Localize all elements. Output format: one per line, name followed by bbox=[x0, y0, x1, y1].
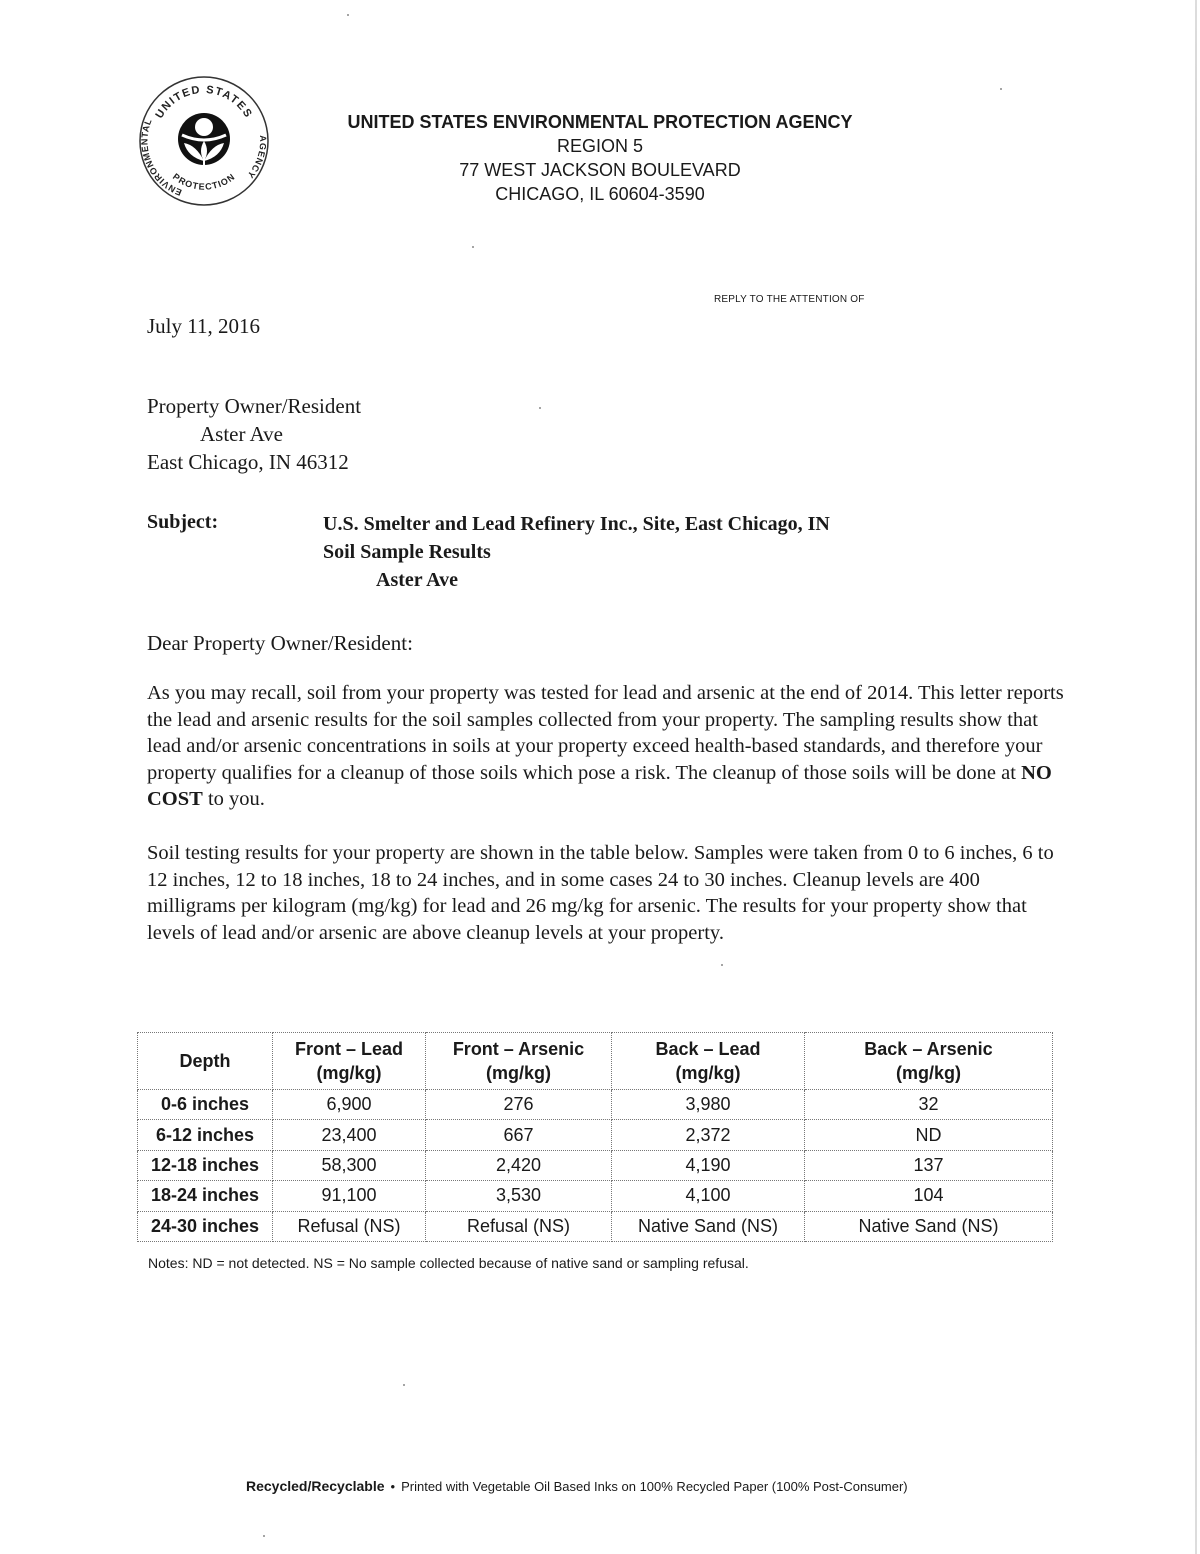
table-row bbox=[138, 1150, 1053, 1180]
street-address: 77 WEST JACKSON BOULEVARD bbox=[459, 160, 741, 180]
recipient-city: East Chicago, IN 46312 bbox=[147, 450, 349, 474]
table-row bbox=[138, 1090, 1053, 1120]
epa-seal-icon bbox=[138, 75, 270, 207]
agency-name: UNITED STATES ENVIRONMENTAL PROTECTION AGENCY bbox=[347, 112, 853, 132]
table-row bbox=[138, 1211, 1053, 1241]
value-cell: 2,372 bbox=[612, 1120, 805, 1150]
scan-speck bbox=[347, 14, 349, 16]
letter-date: July 11, 2016 bbox=[147, 314, 260, 338]
seal-bottom-text: PROTECTION bbox=[170, 171, 238, 192]
city-address: CHICAGO, IL 60604-3590 bbox=[495, 184, 705, 204]
table-row bbox=[138, 1181, 1053, 1211]
header-back-lead: Back – Lead (mg/kg) bbox=[612, 1033, 805, 1090]
value-cell: 104 bbox=[805, 1181, 1053, 1211]
depth-cell: 12-18 inches bbox=[138, 1150, 273, 1180]
page-footer bbox=[246, 1478, 908, 1494]
depth-cell: 18-24 inches bbox=[138, 1181, 273, 1211]
recipient-address bbox=[147, 392, 361, 476]
footer-printing-note: Printed with Vegetable Oil Based Inks on 100% Recycled Paper (100% Post-Consumer) bbox=[401, 1479, 908, 1494]
paragraph1-end: to you. bbox=[202, 788, 265, 810]
seal-right-text: AGENCY bbox=[245, 135, 269, 181]
value-cell: ND bbox=[805, 1120, 1053, 1150]
footer-bullet-icon: • bbox=[390, 1479, 396, 1494]
recipient-name: Property Owner/Resident bbox=[147, 394, 362, 418]
value-cell: Refusal (NS) bbox=[273, 1211, 426, 1241]
value-cell: 137 bbox=[805, 1150, 1053, 1180]
value-cell: 276 bbox=[426, 1090, 612, 1120]
value-cell: 4,190 bbox=[612, 1150, 805, 1180]
value-cell: 4,100 bbox=[612, 1181, 805, 1211]
subject-label: Subject: bbox=[147, 511, 219, 533]
value-cell: 23,400 bbox=[273, 1120, 426, 1150]
soil-results-table bbox=[137, 1032, 1053, 1242]
paragraph-testing-details: Soil testing results for your property are shown in the table below. Samples were taken from 0 to 6 inches, 6 to 12 inches, 12 to 18 inches, 18 to 24 inches, and in some cases 24 to 30 inches. Cleanup levels are 400 milligrams per kilogram (mg/kg) for lead and 26 mg/kg for arsenic. The results for your property show that levels of lead and/or arsenic are above cleanup levels at your property. bbox=[147, 842, 1054, 944]
scan-speck bbox=[472, 246, 474, 248]
reply-to-label: REPLY TO THE ATTENTION OF bbox=[714, 294, 865, 305]
scan-speck bbox=[539, 407, 541, 409]
depth-cell: 0-6 inches bbox=[138, 1090, 273, 1120]
value-cell: 6,900 bbox=[273, 1090, 426, 1120]
svg-text:ENVIRONMENTAL bbox=[139, 117, 183, 198]
header-front-lead: Front – Lead (mg/kg) bbox=[273, 1033, 426, 1090]
table-notes: Notes: ND = not detected. NS = No sample collected because of native sand or sampling refusal. bbox=[148, 1255, 749, 1271]
seal-left-text: ENVIRONMENTAL bbox=[139, 117, 184, 198]
letterhead bbox=[300, 110, 900, 206]
value-cell: Native Sand (NS) bbox=[612, 1211, 805, 1241]
table-header-row bbox=[138, 1033, 1053, 1090]
paragraph-results-intro bbox=[147, 680, 1067, 813]
region: REGION 5 bbox=[556, 136, 644, 156]
scan-speck bbox=[403, 1384, 405, 1386]
value-cell: Native Sand (NS) bbox=[805, 1211, 1053, 1241]
depth-cell: 6-12 inches bbox=[138, 1120, 273, 1150]
no-cost-emphasis: NO COST bbox=[147, 761, 1052, 810]
scan-edge-shadow bbox=[1195, 0, 1197, 1554]
value-cell: 667 bbox=[426, 1120, 612, 1150]
recipient-street: Aster Ave bbox=[200, 422, 284, 446]
table-row bbox=[138, 1120, 1053, 1150]
value-cell: Refusal (NS) bbox=[426, 1211, 612, 1241]
paragraph1-text: As you may recall, soil from your property was tested for lead and arsenic at the end of 2014. This letter reports the lead and arsenic results for the soil samples collected from your property. The sampling results show that lead and/or arsenic concentrations in soils at your property exceed health-based standards, and therefore your property qualifies for a cleanup of those soils which pose a risk. The cleanup of those soils will be done at bbox=[147, 682, 1064, 784]
value-cell: 58,300 bbox=[273, 1150, 426, 1180]
value-cell: 32 bbox=[805, 1090, 1053, 1120]
depth-cell: 24-30 inches bbox=[138, 1211, 273, 1241]
value-cell: 3,530 bbox=[426, 1181, 612, 1211]
subject-street: Aster Ave bbox=[376, 569, 459, 591]
seal-top-text: UNITED STATES bbox=[153, 83, 255, 121]
subject-site: U.S. Smelter and Lead Refinery Inc., Site, East Chicago, IN bbox=[323, 513, 830, 535]
value-cell: 91,100 bbox=[273, 1181, 426, 1211]
value-cell: 3,980 bbox=[612, 1090, 805, 1120]
scan-speck bbox=[1000, 88, 1002, 90]
salutation: Dear Property Owner/Resident: bbox=[147, 631, 413, 655]
scan-speck bbox=[721, 964, 723, 966]
scan-speck bbox=[263, 1535, 265, 1537]
header-front-arsenic: Front – Arsenic (mg/kg) bbox=[426, 1033, 612, 1090]
footer-recycled: Recycled/Recyclable bbox=[246, 1478, 385, 1494]
value-cell: 2,420 bbox=[426, 1150, 612, 1180]
header-back-arsenic: Back – Arsenic (mg/kg) bbox=[805, 1033, 1053, 1090]
svg-text:AGENCY bbox=[245, 135, 268, 180]
header-depth: Depth bbox=[138, 1033, 273, 1090]
subject-topic: Soil Sample Results bbox=[323, 541, 491, 563]
subject-text bbox=[323, 510, 830, 594]
